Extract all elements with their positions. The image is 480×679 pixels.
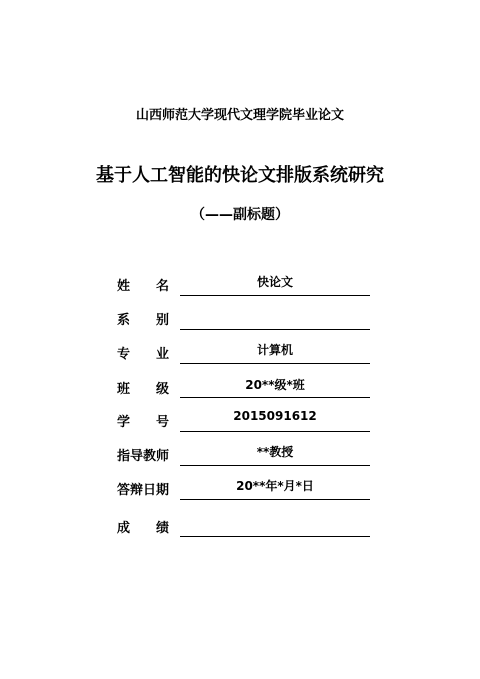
defense-date-value: 20**年*月*日	[236, 479, 314, 493]
college-name: 山西师范大学现代文理学院毕业论文	[135, 108, 344, 123]
advisor-value: **教授	[256, 445, 294, 459]
department-underline	[180, 329, 370, 330]
grade-underline	[180, 536, 370, 537]
grade-label	[117, 517, 169, 536]
class-label-part: 班	[117, 382, 131, 397]
name-label-part: 姓	[117, 279, 131, 294]
thesis-title: 基于人工智能的快论文排版系统研究	[96, 165, 384, 186]
class-label	[117, 378, 169, 397]
name-label	[117, 275, 169, 294]
defense-date-label	[117, 479, 169, 498]
name-underline	[180, 295, 370, 296]
student-id-underline	[180, 431, 370, 432]
name-value: 快论文	[256, 275, 293, 289]
major-value: 计算机	[256, 343, 293, 357]
class-value: 20**级*班	[245, 378, 305, 392]
grade-label-part: 成	[117, 521, 131, 536]
advisor-underline	[180, 465, 370, 466]
grade-label-part: 绩	[155, 521, 169, 536]
class-label-part: 级	[155, 382, 169, 397]
student-id-label-part: 学	[117, 415, 131, 430]
advisor-label-part: 指导教师	[117, 449, 170, 464]
department-label	[117, 309, 169, 328]
department-label-part: 别	[155, 313, 169, 328]
defense-date-underline	[180, 499, 370, 500]
student-id-value: 2015091612	[233, 409, 317, 423]
student-id-label	[117, 411, 169, 430]
major-label	[117, 343, 169, 362]
major-label-part: 业	[155, 347, 169, 362]
class-underline	[180, 397, 370, 398]
major-underline	[180, 363, 370, 364]
thesis-subtitle: （——副标题）	[191, 207, 289, 223]
defense-date-label-part: 答辩日期	[117, 483, 170, 498]
student-id-label-part: 号	[155, 415, 169, 430]
major-label-part: 专	[117, 347, 131, 362]
advisor-label	[117, 445, 169, 464]
department-label-part: 系	[117, 313, 131, 328]
name-label-part: 名	[155, 279, 169, 294]
